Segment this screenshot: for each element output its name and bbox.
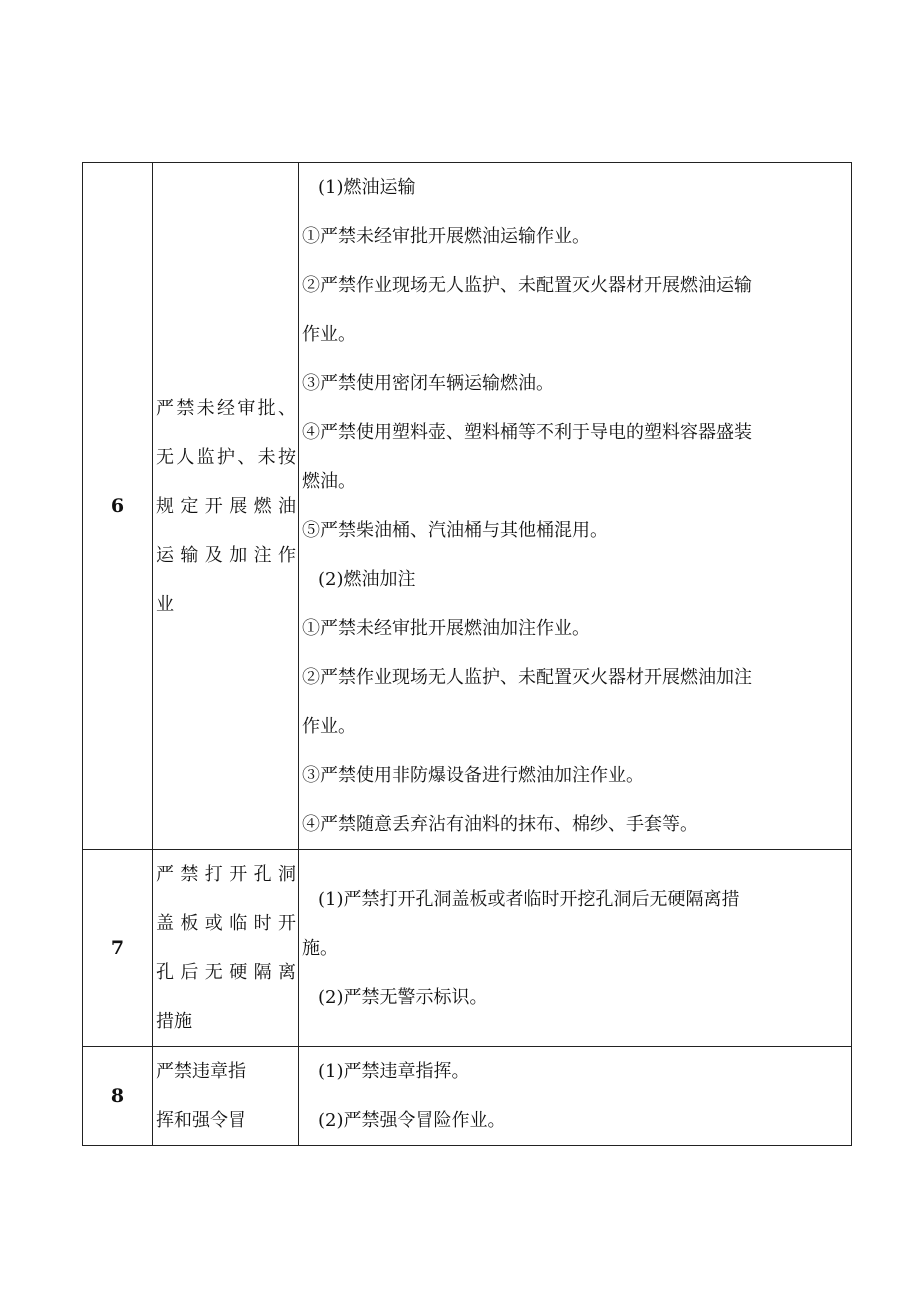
content-line: ②严禁作业现场无人监护、未配置灭火器材开展燃油运输 [302,275,752,296]
content-line: 作业。 [302,716,356,737]
content-line: ②严禁作业现场无人监护、未配置灭火器材开展燃油加注 [302,667,752,688]
title-line: 严禁违章指 [156,1061,246,1082]
title-line: 孔后无硬隔离 [156,962,296,983]
content-line: (1)燃油运输 [318,177,416,198]
content-line: 燃油。 [302,471,356,492]
row-content [299,850,852,1047]
table-row [83,850,852,1047]
content-line: ⑤严禁柴油桶、汽油桶与其他桶混用。 [302,520,608,541]
title-line: 规定开展燃油 [156,495,296,517]
content-line: ③严禁使用非防爆设备进行燃油加注作业。 [302,765,644,786]
title-line: 严禁打开孔洞 [156,864,296,885]
table-row [83,1047,852,1146]
title-line: 措施 [156,1011,192,1032]
content-line: 作业。 [302,324,356,345]
row-number: 6 [83,163,153,850]
rules-table [82,162,852,1146]
content-line: ③严禁使用密闭车辆运输燃油。 [302,373,554,394]
content-line: (2)燃油加注 [318,569,416,590]
title-line: 严禁未经审批、 [156,397,296,419]
title-line: 挥和强令冒 [156,1110,246,1131]
content-line: ④严禁使用塑料壶、塑料桶等不利于导电的塑料容器盛装 [302,422,752,443]
title-line: 无人监护、未按 [156,446,296,468]
content-line: (2)严禁强令冒险作业。 [318,1110,506,1131]
content-line: 施。 [302,937,338,959]
title-line: 业 [156,593,174,615]
content-line: ④严禁随意丢弃沾有油料的抹布、棉纱、手套等。 [302,814,698,835]
content-line: ①严禁未经审批开展燃油加注作业。 [302,618,590,639]
row-title [153,850,299,1047]
row-content [299,163,852,850]
title-line: 运输及加注作 [156,544,296,566]
table-row [83,163,852,850]
title-line: 盖板或临时开 [156,913,296,934]
row-number: 8 [83,1047,153,1146]
row-number: 7 [83,850,153,1047]
content-line: ①严禁未经审批开展燃油运输作业。 [302,226,590,247]
row-title [153,1047,299,1146]
row-content [299,1047,852,1146]
content-line: (1)严禁打开孔洞盖板或者临时开挖孔洞后无硬隔离措 [318,888,740,910]
content-line: (2)严禁无警示标识。 [318,986,488,1008]
content-line: (1)严禁违章指挥。 [318,1061,470,1082]
row-title [153,163,299,850]
